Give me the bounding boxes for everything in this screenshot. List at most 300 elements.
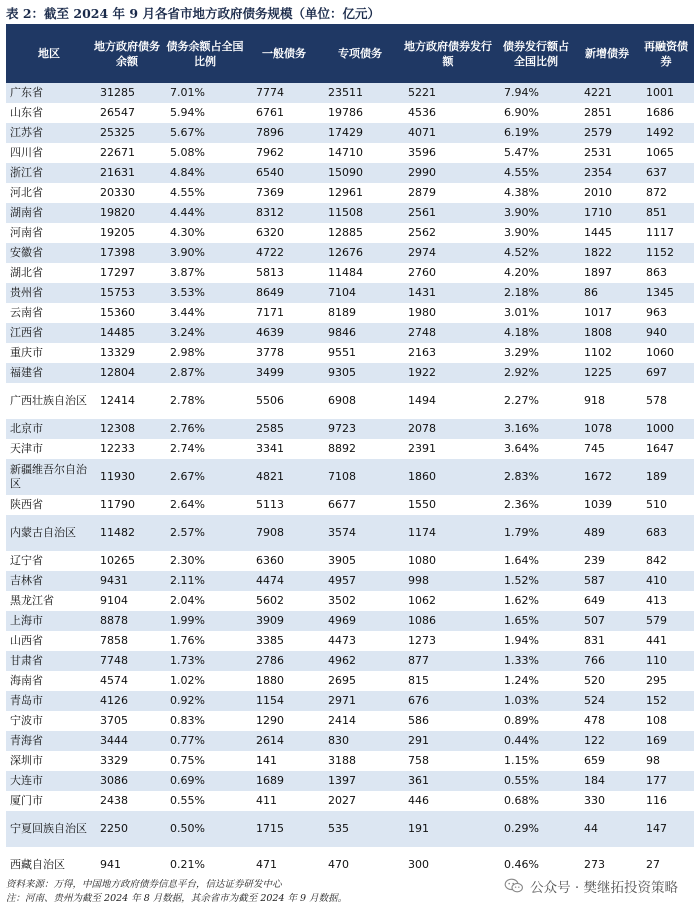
region-cell: 广西壮族自治区	[6, 383, 92, 419]
value-cell: 1273	[400, 631, 496, 651]
value-cell: 410	[638, 571, 694, 591]
wechat-icon	[504, 878, 524, 894]
table-row	[6, 771, 694, 791]
value-cell: 110	[638, 651, 694, 671]
table-row	[6, 571, 694, 591]
value-cell: 4.55%	[162, 183, 248, 203]
value-cell: 1647	[638, 439, 694, 459]
value-cell: 14485	[92, 323, 162, 343]
value-cell: 2695	[320, 671, 400, 691]
value-cell: 4.18%	[496, 323, 576, 343]
value-cell: 19786	[320, 103, 400, 123]
value-cell: 2.76%	[162, 419, 248, 439]
value-cell: 586	[400, 711, 496, 731]
value-cell: 3.29%	[496, 343, 576, 363]
value-cell: 2027	[320, 791, 400, 811]
region-cell: 宁夏回族自治区	[6, 811, 92, 847]
table-row	[6, 459, 694, 495]
value-cell: 3596	[400, 143, 496, 163]
table-row	[6, 515, 694, 551]
value-cell: 12676	[320, 243, 400, 263]
table-row	[6, 263, 694, 283]
value-cell: 411	[248, 791, 320, 811]
value-cell: 4071	[400, 123, 496, 143]
value-cell: 4.20%	[496, 263, 576, 283]
value-cell: 2010	[576, 183, 638, 203]
value-cell: 2391	[400, 439, 496, 459]
value-cell: 147	[638, 811, 694, 847]
value-cell: 12961	[320, 183, 400, 203]
value-cell: 0.50%	[162, 811, 248, 847]
value-cell: 15090	[320, 163, 400, 183]
value-cell: 0.92%	[162, 691, 248, 711]
value-cell: 941	[92, 847, 162, 883]
value-cell: 4639	[248, 323, 320, 343]
value-cell: 3.24%	[162, 323, 248, 343]
value-cell: 1.03%	[496, 691, 576, 711]
value-cell: 330	[576, 791, 638, 811]
value-cell: 2585	[248, 419, 320, 439]
value-cell: 6.19%	[496, 123, 576, 143]
value-cell: 2531	[576, 143, 638, 163]
value-cell: 1431	[400, 283, 496, 303]
value-cell: 918	[576, 383, 638, 419]
value-cell: 7774	[248, 83, 320, 103]
value-cell: 0.29%	[496, 811, 576, 847]
value-cell: 6.90%	[496, 103, 576, 123]
region-cell: 重庆市	[6, 343, 92, 363]
table-row	[6, 203, 694, 223]
value-cell: 12885	[320, 223, 400, 243]
value-cell: 815	[400, 671, 496, 691]
value-cell: 15360	[92, 303, 162, 323]
value-cell: 273	[576, 847, 638, 883]
value-cell: 1880	[248, 671, 320, 691]
value-cell: 1065	[638, 143, 694, 163]
region-cell: 西藏自治区	[6, 847, 92, 883]
value-cell: 1397	[320, 771, 400, 791]
value-cell: 446	[400, 791, 496, 811]
value-cell: 478	[576, 711, 638, 731]
value-cell: 1980	[400, 303, 496, 323]
table-row	[6, 791, 694, 811]
value-cell: 4536	[400, 103, 496, 123]
value-cell: 0.75%	[162, 751, 248, 771]
value-cell: 7896	[248, 123, 320, 143]
value-cell: 2.57%	[162, 515, 248, 551]
value-cell: 191	[400, 811, 496, 847]
value-cell: 7.01%	[162, 83, 248, 103]
value-cell: 2561	[400, 203, 496, 223]
value-cell: 21631	[92, 163, 162, 183]
value-cell: 877	[400, 651, 496, 671]
value-cell: 6360	[248, 551, 320, 571]
table-row	[6, 343, 694, 363]
table-row	[6, 439, 694, 459]
table-header-row	[6, 24, 694, 83]
value-cell: 659	[576, 751, 638, 771]
region-cell: 广东省	[6, 83, 92, 103]
table-title: 表 2：截至 2024 年 9 月各省市地方政府债务规模（单位：亿元）	[6, 6, 380, 21]
value-cell: 2.78%	[162, 383, 248, 419]
value-cell: 1.33%	[496, 651, 576, 671]
value-cell: 1.73%	[162, 651, 248, 671]
value-cell: 25325	[92, 123, 162, 143]
value-cell: 8312	[248, 203, 320, 223]
column-header: 新增债券	[576, 24, 638, 83]
value-cell: 0.55%	[496, 771, 576, 791]
value-cell: 1686	[638, 103, 694, 123]
value-cell: 9431	[92, 571, 162, 591]
value-cell: 2.36%	[496, 495, 576, 515]
value-cell: 19205	[92, 223, 162, 243]
value-cell: 1345	[638, 283, 694, 303]
data-note: 注：河南、贵州为截至 2024 年 8 月数据，其余省市为截至 2024 年 9 月数据。	[6, 893, 348, 904]
value-cell: 361	[400, 771, 496, 791]
value-cell: 1808	[576, 323, 638, 343]
value-cell: 27	[638, 847, 694, 883]
value-cell: 1672	[576, 459, 638, 495]
value-cell: 4722	[248, 243, 320, 263]
value-cell: 2974	[400, 243, 496, 263]
value-cell: 1.24%	[496, 671, 576, 691]
value-cell: 3341	[248, 439, 320, 459]
value-cell: 1897	[576, 263, 638, 283]
table-row	[6, 243, 694, 263]
debt-table	[6, 24, 694, 883]
value-cell: 239	[576, 551, 638, 571]
value-cell: 1001	[638, 83, 694, 103]
value-cell: 5813	[248, 263, 320, 283]
table-row	[6, 283, 694, 303]
value-cell: 2.04%	[162, 591, 248, 611]
value-cell: 9305	[320, 363, 400, 383]
region-cell: 山西省	[6, 631, 92, 651]
value-cell: 2990	[400, 163, 496, 183]
value-cell: 3.90%	[162, 243, 248, 263]
value-cell: 6320	[248, 223, 320, 243]
value-cell: 13329	[92, 343, 162, 363]
value-cell: 4821	[248, 459, 320, 495]
table-row	[6, 631, 694, 651]
value-cell: 1080	[400, 551, 496, 571]
value-cell: 5.67%	[162, 123, 248, 143]
column-header: 专项债务	[320, 24, 400, 83]
value-cell: 9551	[320, 343, 400, 363]
value-cell: 4.44%	[162, 203, 248, 223]
value-cell: 3444	[92, 731, 162, 751]
table-row	[6, 323, 694, 343]
value-cell: 291	[400, 731, 496, 751]
value-cell: 3574	[320, 515, 400, 551]
value-cell: 2354	[576, 163, 638, 183]
column-header: 地方政府债券发行额	[400, 24, 496, 83]
column-header: 一般债务	[248, 24, 320, 83]
region-cell: 吉林省	[6, 571, 92, 591]
region-cell: 安徽省	[6, 243, 92, 263]
value-cell: 4957	[320, 571, 400, 591]
value-cell: 11930	[92, 459, 162, 495]
value-cell: 4.30%	[162, 223, 248, 243]
region-cell: 山东省	[6, 103, 92, 123]
value-cell: 1.15%	[496, 751, 576, 771]
value-cell: 2414	[320, 711, 400, 731]
value-cell: 2760	[400, 263, 496, 283]
value-cell: 3.90%	[496, 203, 576, 223]
value-cell: 1922	[400, 363, 496, 383]
value-cell: 12804	[92, 363, 162, 383]
value-cell: 2.92%	[496, 363, 576, 383]
value-cell: 441	[638, 631, 694, 651]
watermark-text: 公众号 · 樊继拓投资策略	[530, 880, 678, 896]
value-cell: 998	[400, 571, 496, 591]
value-cell: 122	[576, 731, 638, 751]
value-cell: 7104	[320, 283, 400, 303]
value-cell: 470	[320, 847, 400, 883]
value-cell: 4962	[320, 651, 400, 671]
value-cell: 2438	[92, 791, 162, 811]
value-cell: 831	[576, 631, 638, 651]
table-row	[6, 591, 694, 611]
value-cell: 3086	[92, 771, 162, 791]
value-cell: 4.38%	[496, 183, 576, 203]
value-cell: 4473	[320, 631, 400, 651]
region-cell: 福建省	[6, 363, 92, 383]
value-cell: 23511	[320, 83, 400, 103]
value-cell: 3705	[92, 711, 162, 731]
value-cell: 520	[576, 671, 638, 691]
value-cell: 5.94%	[162, 103, 248, 123]
table-row	[6, 103, 694, 123]
region-cell: 厦门市	[6, 791, 92, 811]
value-cell: 0.69%	[162, 771, 248, 791]
value-cell: 2579	[576, 123, 638, 143]
value-cell: 830	[320, 731, 400, 751]
table-row	[6, 711, 694, 731]
value-cell: 1102	[576, 343, 638, 363]
value-cell: 5113	[248, 495, 320, 515]
value-cell: 9104	[92, 591, 162, 611]
table-row	[6, 363, 694, 383]
value-cell: 3502	[320, 591, 400, 611]
value-cell: 0.89%	[496, 711, 576, 731]
table-row	[6, 651, 694, 671]
value-cell: 12308	[92, 419, 162, 439]
value-cell: 1225	[576, 363, 638, 383]
value-cell: 141	[248, 751, 320, 771]
region-cell: 江西省	[6, 323, 92, 343]
value-cell: 8892	[320, 439, 400, 459]
value-cell: 12414	[92, 383, 162, 419]
value-cell: 5221	[400, 83, 496, 103]
value-cell: 2.98%	[162, 343, 248, 363]
value-cell: 1492	[638, 123, 694, 143]
column-header: 再融资债券	[638, 24, 694, 83]
value-cell: 5506	[248, 383, 320, 419]
region-cell: 辽宁省	[6, 551, 92, 571]
region-cell: 新疆维吾尔自治区	[6, 459, 92, 495]
table-row	[6, 495, 694, 515]
value-cell: 1039	[576, 495, 638, 515]
value-cell: 7.94%	[496, 83, 576, 103]
value-cell: 4574	[92, 671, 162, 691]
column-header: 地方政府债务余额	[92, 24, 162, 83]
value-cell: 4474	[248, 571, 320, 591]
value-cell: 15753	[92, 283, 162, 303]
value-cell: 2.27%	[496, 383, 576, 419]
value-cell: 1078	[576, 419, 638, 439]
value-cell: 108	[638, 711, 694, 731]
value-cell: 0.55%	[162, 791, 248, 811]
value-cell: 7108	[320, 459, 400, 495]
value-cell: 9723	[320, 419, 400, 439]
value-cell: 1710	[576, 203, 638, 223]
value-cell: 11508	[320, 203, 400, 223]
value-cell: 1017	[576, 303, 638, 323]
value-cell: 1689	[248, 771, 320, 791]
value-cell: 22671	[92, 143, 162, 163]
value-cell: 1494	[400, 383, 496, 419]
region-cell: 海南省	[6, 671, 92, 691]
table-row	[6, 163, 694, 183]
value-cell: 1.64%	[496, 551, 576, 571]
region-cell: 黑龙江省	[6, 591, 92, 611]
region-cell: 河南省	[6, 223, 92, 243]
value-cell: 26547	[92, 103, 162, 123]
value-cell: 507	[576, 611, 638, 631]
value-cell: 2078	[400, 419, 496, 439]
value-cell: 3.16%	[496, 419, 576, 439]
value-cell: 7908	[248, 515, 320, 551]
value-cell: 3499	[248, 363, 320, 383]
region-cell: 云南省	[6, 303, 92, 323]
table-row	[6, 551, 694, 571]
column-header: 债券发行额占全国比例	[496, 24, 576, 83]
value-cell: 0.44%	[496, 731, 576, 751]
value-cell: 116	[638, 791, 694, 811]
value-cell: 2.74%	[162, 439, 248, 459]
value-cell: 2.67%	[162, 459, 248, 495]
value-cell: 17297	[92, 263, 162, 283]
value-cell: 5.08%	[162, 143, 248, 163]
value-cell: 587	[576, 571, 638, 591]
value-cell: 1550	[400, 495, 496, 515]
value-cell: 2851	[576, 103, 638, 123]
table-row	[6, 611, 694, 631]
value-cell: 3385	[248, 631, 320, 651]
value-cell: 1290	[248, 711, 320, 731]
value-cell: 98	[638, 751, 694, 771]
region-cell: 甘肃省	[6, 651, 92, 671]
value-cell: 510	[638, 495, 694, 515]
region-cell: 江苏省	[6, 123, 92, 143]
value-cell: 0.83%	[162, 711, 248, 731]
value-cell: 10265	[92, 551, 162, 571]
value-cell: 1154	[248, 691, 320, 711]
value-cell: 637	[638, 163, 694, 183]
value-cell: 8189	[320, 303, 400, 323]
value-cell: 745	[576, 439, 638, 459]
value-cell: 1822	[576, 243, 638, 263]
value-cell: 3188	[320, 751, 400, 771]
value-cell: 0.21%	[162, 847, 248, 883]
value-cell: 6677	[320, 495, 400, 515]
value-cell: 3905	[320, 551, 400, 571]
value-cell: 3.64%	[496, 439, 576, 459]
value-cell: 872	[638, 183, 694, 203]
value-cell: 300	[400, 847, 496, 883]
table-row	[6, 691, 694, 711]
value-cell: 471	[248, 847, 320, 883]
table-row	[6, 223, 694, 243]
table-row	[6, 419, 694, 439]
value-cell: 3.01%	[496, 303, 576, 323]
value-cell: 7858	[92, 631, 162, 651]
value-cell: 177	[638, 771, 694, 791]
value-cell: 7962	[248, 143, 320, 163]
value-cell: 11482	[92, 515, 162, 551]
value-cell: 1.02%	[162, 671, 248, 691]
value-cell: 758	[400, 751, 496, 771]
value-cell: 4126	[92, 691, 162, 711]
region-cell: 内蒙古自治区	[6, 515, 92, 551]
value-cell: 1152	[638, 243, 694, 263]
value-cell: 2.87%	[162, 363, 248, 383]
value-cell: 11790	[92, 495, 162, 515]
region-cell: 浙江省	[6, 163, 92, 183]
value-cell: 0.77%	[162, 731, 248, 751]
value-cell: 6761	[248, 103, 320, 123]
value-cell: 2.64%	[162, 495, 248, 515]
value-cell: 5.47%	[496, 143, 576, 163]
value-cell: 1.52%	[496, 571, 576, 591]
region-cell: 湖南省	[6, 203, 92, 223]
table-row	[6, 731, 694, 751]
value-cell: 2.11%	[162, 571, 248, 591]
value-cell: 14710	[320, 143, 400, 163]
value-cell: 578	[638, 383, 694, 419]
value-cell: 1.76%	[162, 631, 248, 651]
value-cell: 851	[638, 203, 694, 223]
value-cell: 6908	[320, 383, 400, 419]
value-cell: 1000	[638, 419, 694, 439]
value-cell: 3.44%	[162, 303, 248, 323]
value-cell: 489	[576, 515, 638, 551]
value-cell: 7369	[248, 183, 320, 203]
value-cell: 2971	[320, 691, 400, 711]
value-cell: 1860	[400, 459, 496, 495]
value-cell: 524	[576, 691, 638, 711]
value-cell: 2879	[400, 183, 496, 203]
value-cell: 0.68%	[496, 791, 576, 811]
value-cell: 535	[320, 811, 400, 847]
value-cell: 7171	[248, 303, 320, 323]
table-row	[6, 671, 694, 691]
table-row	[6, 183, 694, 203]
region-cell: 深圳市	[6, 751, 92, 771]
region-cell: 天津市	[6, 439, 92, 459]
source-note: 资料来源：万得，中国地方政府债券信息平台，信达证券研发中心	[6, 879, 282, 890]
value-cell: 2250	[92, 811, 162, 847]
value-cell: 5602	[248, 591, 320, 611]
value-cell: 2.18%	[496, 283, 576, 303]
value-cell: 4969	[320, 611, 400, 631]
value-cell: 1445	[576, 223, 638, 243]
column-header: 地区	[6, 24, 92, 83]
value-cell: 9846	[320, 323, 400, 343]
value-cell: 8649	[248, 283, 320, 303]
value-cell: 2562	[400, 223, 496, 243]
